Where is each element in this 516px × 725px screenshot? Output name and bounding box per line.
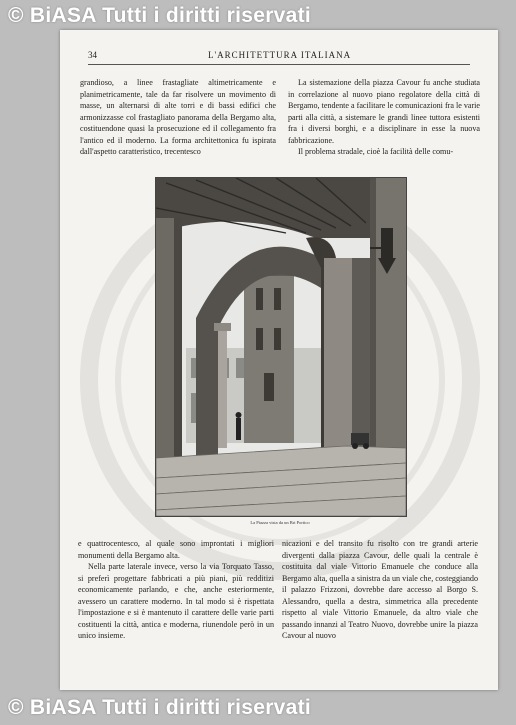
paragraph: grandioso, a linee frastagliate altimetricamente e planimetricamente, tale da far risolvere un movimento di masse, un alternarsi di alte torri e di bassi edifici che armonizzasse col frastagliato panorama della Bergamo alta, costituendone quasi la prosecuzione ed il collegamento fra l'antico ed il moderno. La forma architettonica fu ispirata dall'aspetto caratteristico, trecentesco bbox=[80, 78, 276, 156]
left-column-top bbox=[80, 77, 276, 158]
paragraph: nicazioni e del transito fu risolto con tre grandi arterie divergenti dalla piazza Cavour, delle quali la centrale è costituita dal viale Vittorio Emanuele che conduce alla Bergamo alta, quella a sinistra da un viale che, costeggiando il palazzo Frizzoni, dovrebbe dare accesso al Borgo S. Alessandro, quella a destra, simmetrica alla precedente rispetto al viale Vittorio Emanuele, da altro viale che passando innanzi al Teatro Nuovo, dovrebbe unire la piazza Cavour al nuovo bbox=[282, 539, 478, 640]
watermark-top: © BiASA Tutti i diritti riservati bbox=[8, 4, 312, 27]
paragraph: Il problema stradale, cioè la facilità delle comu- bbox=[298, 147, 454, 156]
paragraph: La sistemazione della piazza Cavour fu anche studiata in correlazione al nuovo piano regolatore della città di Bergamo, tendente a facilitare le comunicazioni fra le varie parti alla città, a sistemare le grandi linee tuttora esistenti fra i diversi borghi, e a disciplinare in esse la nuova fabbricazione. bbox=[288, 78, 480, 145]
running-head bbox=[88, 50, 470, 65]
right-column-top bbox=[288, 77, 480, 158]
arcade-illustration bbox=[156, 178, 406, 516]
journal-title: L'ARCHITETTURA ITALIANA bbox=[208, 50, 352, 60]
paragraph: Nella parte laterale invece, verso la via Torquato Tasso, si preferì progettare fabbricati a più piani, più redditizi economicamente parlando, e che, anche esteriormente, avessero un carattere moderno. In tal modo si è rispettata l'impostazione e si è mantenuto il carattere delle varie parti costituenti la città, antica e moderna, riunendole però in un unico insieme. bbox=[78, 562, 274, 640]
arcade-photograph bbox=[155, 177, 407, 517]
figure-caption: La Piazza vista da un Bri Portico bbox=[250, 520, 310, 525]
left-column-bottom bbox=[78, 538, 274, 642]
journal-page bbox=[60, 30, 498, 690]
page-number: 34 bbox=[88, 50, 97, 60]
watermark-bottom: © BiASA Tutti i diritti riservati bbox=[8, 696, 312, 719]
paragraph: e quattrocentesco, al quale sono improntati i migliori monumenti della Bergamo alta. bbox=[78, 539, 274, 560]
right-column-bottom bbox=[282, 538, 478, 642]
